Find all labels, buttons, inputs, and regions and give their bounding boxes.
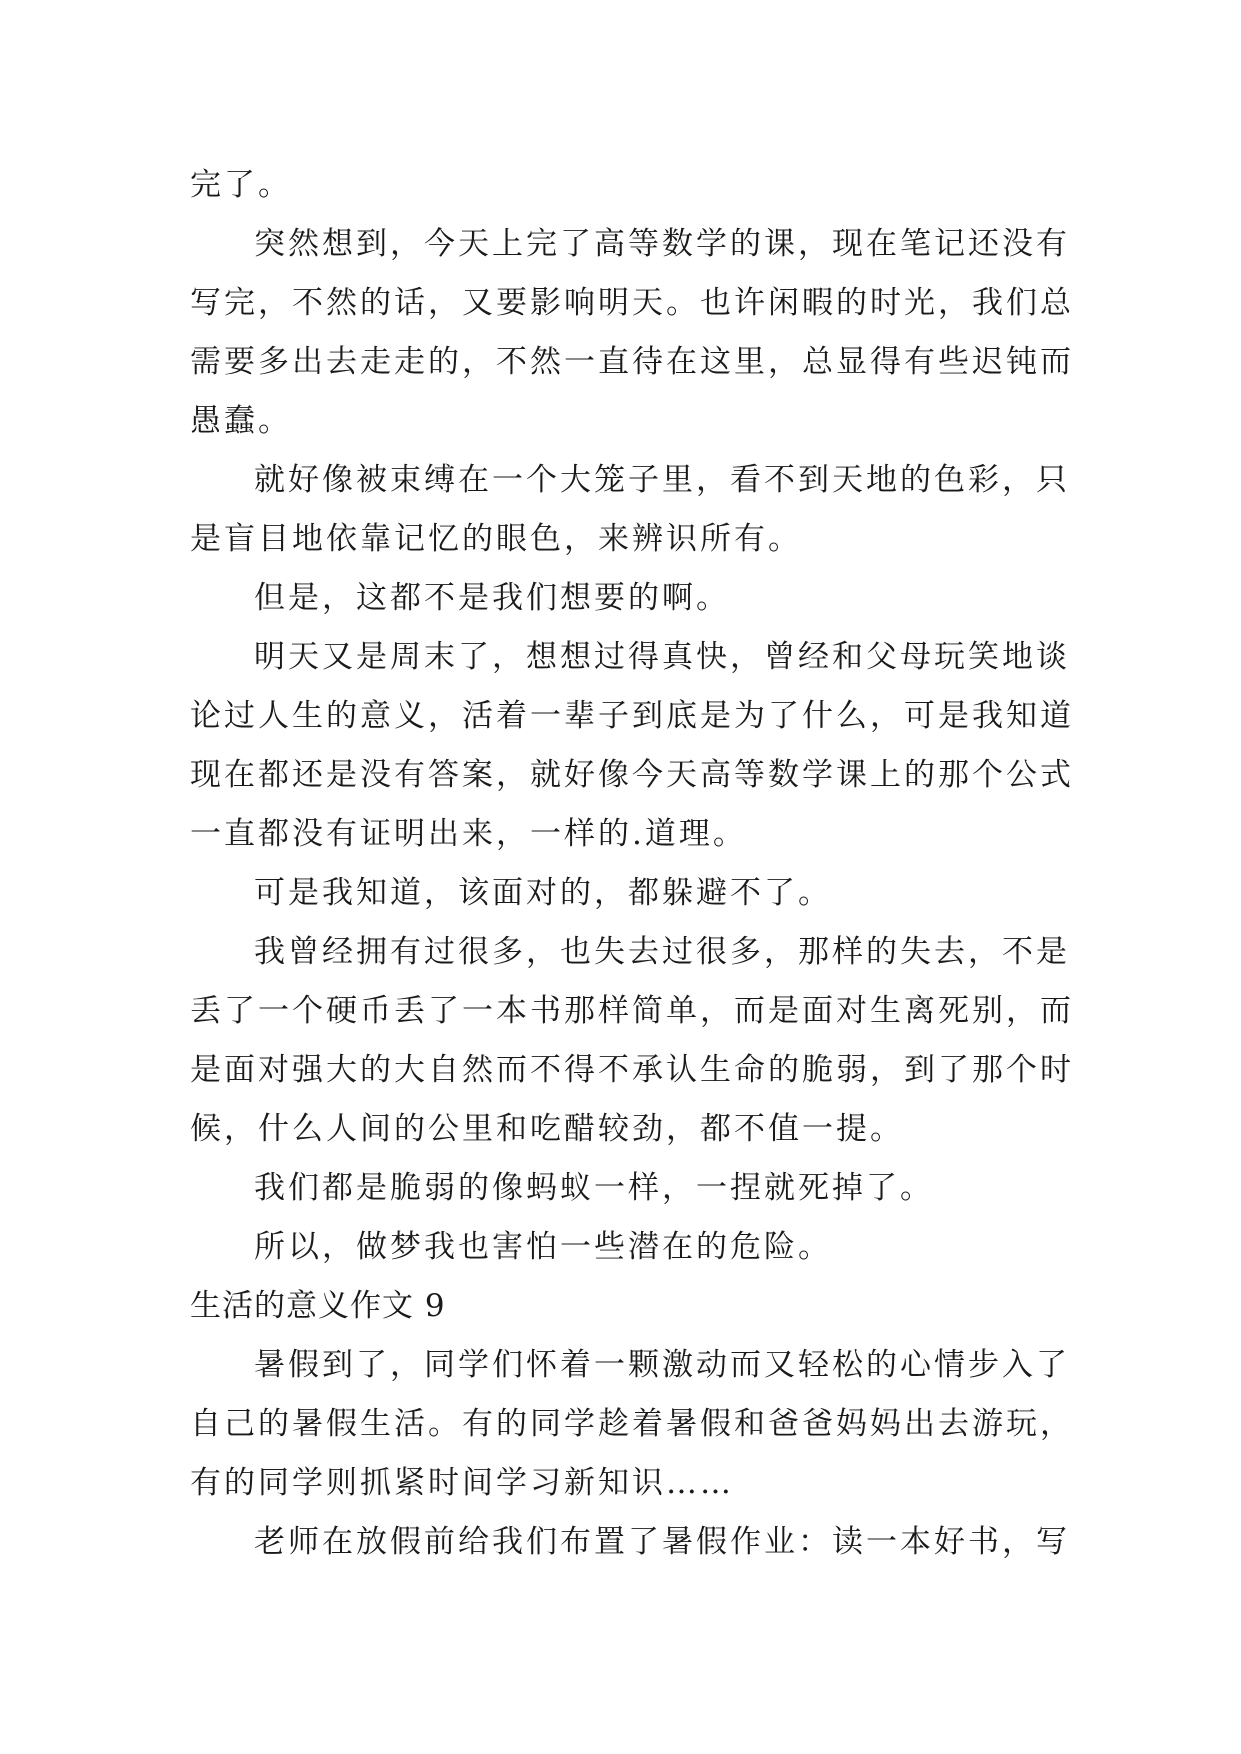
text-line: 是盲目地依靠记忆的眼色，来辨识所有。 [190, 521, 802, 557]
text-line: 写完，不然的话，又要影响明天。也许闲暇的时光，我们总 [190, 285, 1074, 321]
text-line: 老师在放假前给我们布置了暑假作业：读一本好书，写 [254, 1524, 1070, 1560]
text-line: 现在都还是没有答案，就好像今天高等数学课上的那个公式 [190, 757, 1074, 793]
text-line: 暑假到了，同学们怀着一颗激动而又轻松的心情步入了 [254, 1347, 1070, 1383]
text-line: 就好像被束缚在一个大笼子里，看不到天地的色彩，只 [254, 462, 1070, 498]
text-line: 但是，这都不是我们想要的啊。 [254, 580, 730, 616]
text-line: 我曾经拥有过很多，也失去过很多，那样的失去，不是 [254, 934, 1070, 970]
text-line: 突然想到，今天上完了高等数学的课，现在笔记还没有 [254, 226, 1070, 262]
text-line: 我们都是脆弱的像蚂蚁一样，一捏就死掉了。 [254, 1170, 934, 1206]
text-line: 所以，做梦我也害怕一些潜在的危险。 [254, 1229, 832, 1265]
text-line: 一直都没有证明出来，一样的.道理。 [190, 816, 747, 852]
text-line: 有的同学则抓紧时间学习新知识…… [190, 1465, 734, 1501]
text-line: 候，什么人间的公里和吃醋较劲，都不值一提。 [190, 1111, 904, 1147]
text-line: 可是我知道，该面对的，都躲避不了。 [254, 875, 832, 911]
text-line: 论过人生的意义，活着一辈子到底是为了什么，可是我知道 [190, 698, 1074, 734]
text-line: 丢了一个硬币丢了一本书那样简单，而是面对生离死别，而 [190, 993, 1074, 1029]
section-heading: 生活的意义作文 9 [190, 1288, 446, 1324]
text-line: 愚蠢。 [190, 403, 292, 439]
text-line: 明天又是周末了，想想过得真快，曾经和父母玩笑地谈 [254, 639, 1070, 675]
document-body [190, 156, 1074, 1572]
text-line: 是面对强大的大自然而不得不承认生命的脆弱，到了那个时 [190, 1052, 1074, 1088]
text-line: 自己的暑假生活。有的同学趁着暑假和爸爸妈妈出去游玩， [190, 1406, 1074, 1442]
text-line: 需要多出去走走的，不然一直待在这里，总显得有些迟钝而 [190, 344, 1074, 380]
text-line: 完了。 [190, 167, 292, 203]
